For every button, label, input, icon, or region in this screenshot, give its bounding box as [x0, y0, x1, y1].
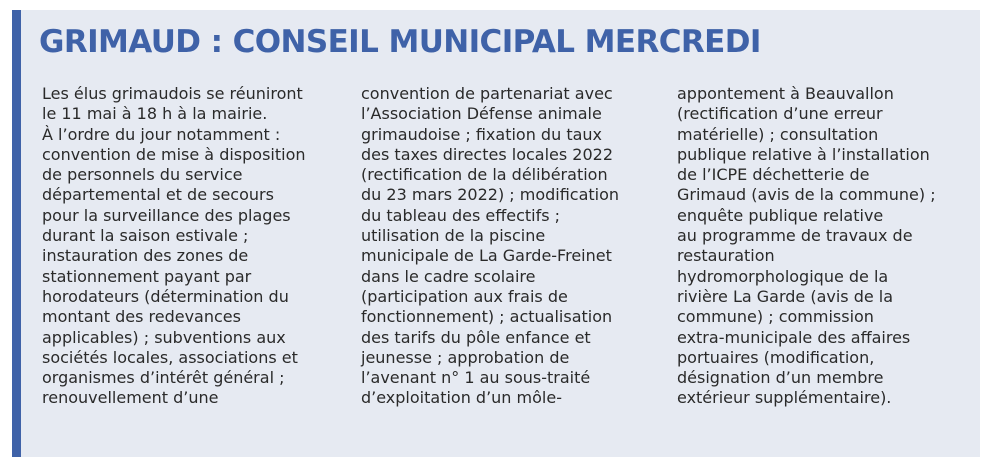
text-line: renouvellement d’une [42, 388, 219, 408]
text-line: départemental et de secours [42, 185, 274, 205]
article-headline: GRIMAUD : CONSEIL MUNICIPAL MERCREDI [39, 24, 761, 60]
text-line: convention de partenariat avec [361, 84, 613, 103]
text-line: dans le cadre scolaire [361, 266, 536, 286]
text-line: de personnels du service [42, 165, 243, 185]
text-line: du 23 mars 2022) ; modification [361, 185, 620, 205]
text-line: stationnement payant par [42, 266, 252, 286]
text-line: durant la saison estivale ; [42, 226, 249, 246]
text-line: pour la surveillance des plages [42, 205, 291, 225]
text-line: d’exploitation d’un môle- [361, 388, 562, 408]
text-line: matérielle) ; consultation [677, 124, 879, 144]
text-line: (rectification de la délibération [361, 165, 608, 185]
text-line: instauration des zones de [42, 246, 249, 266]
text-line: des taxes directes locales 2022 [361, 144, 614, 164]
text-line: des tarifs du pôle enfance et [361, 327, 591, 347]
text-line: Grimaud (avis de la commune) ; [677, 185, 936, 205]
text-line: jeunesse ; approbation de [361, 347, 570, 367]
text-line: applicables) ; subventions aux [42, 327, 286, 347]
text-line: le 11 mai à 18 h à la mairie. [42, 104, 268, 124]
text-line: (participation aux frais de [361, 286, 568, 306]
text-line: du tableau des effectifs ; [361, 205, 561, 225]
article-column-3 [677, 84, 936, 409]
article-column-2 [361, 84, 619, 409]
text-line: grimaudoise ; fixation du taux [361, 124, 602, 144]
text-line: portuaires (modification, [677, 347, 875, 367]
text-line: restauration [677, 246, 775, 266]
text-line: l’Association Défense animale [361, 104, 602, 124]
text-line: extérieur supplémentaire). [677, 388, 892, 408]
text-line: de l’ICPE déchetterie de [677, 165, 870, 185]
text-line: désignation d’un membre [677, 368, 884, 388]
text-line: organismes d’intérêt général ; [42, 368, 285, 388]
text-line: montant des redevances [42, 307, 241, 327]
text-line: hydromorphologique de la [677, 266, 889, 286]
text-line: municipale de La Garde-Freinet [361, 246, 612, 266]
text-line: au programme de travaux de [677, 226, 913, 246]
text-line: fonctionnement) ; actualisation [361, 307, 613, 327]
text-line: commune) ; commission [677, 307, 874, 327]
text-line: (rectification d’une erreur [677, 104, 883, 124]
text-line: Les élus grimaudois se réuniront [42, 84, 303, 103]
text-line: l’avenant n° 1 au sous-traité [361, 368, 591, 388]
text-line: convention de mise à disposition [42, 144, 306, 164]
text-line: appontement à Beauvallon [677, 84, 894, 103]
article-column-1 [42, 84, 306, 409]
text-line: publique relative à l’installation [677, 144, 930, 164]
text-line: enquête publique relative [677, 205, 884, 225]
text-line: sociétés locales, associations et [42, 347, 298, 367]
article-box [12, 10, 980, 457]
text-line: extra-municipale des affaires [677, 327, 911, 347]
text-line: utilisation de la piscine [361, 226, 546, 246]
text-line: rivière La Garde (avis de la [677, 286, 894, 306]
text-line: horodateurs (détermination du [42, 286, 289, 306]
text-line: À l’ordre du jour notamment : [42, 124, 281, 144]
